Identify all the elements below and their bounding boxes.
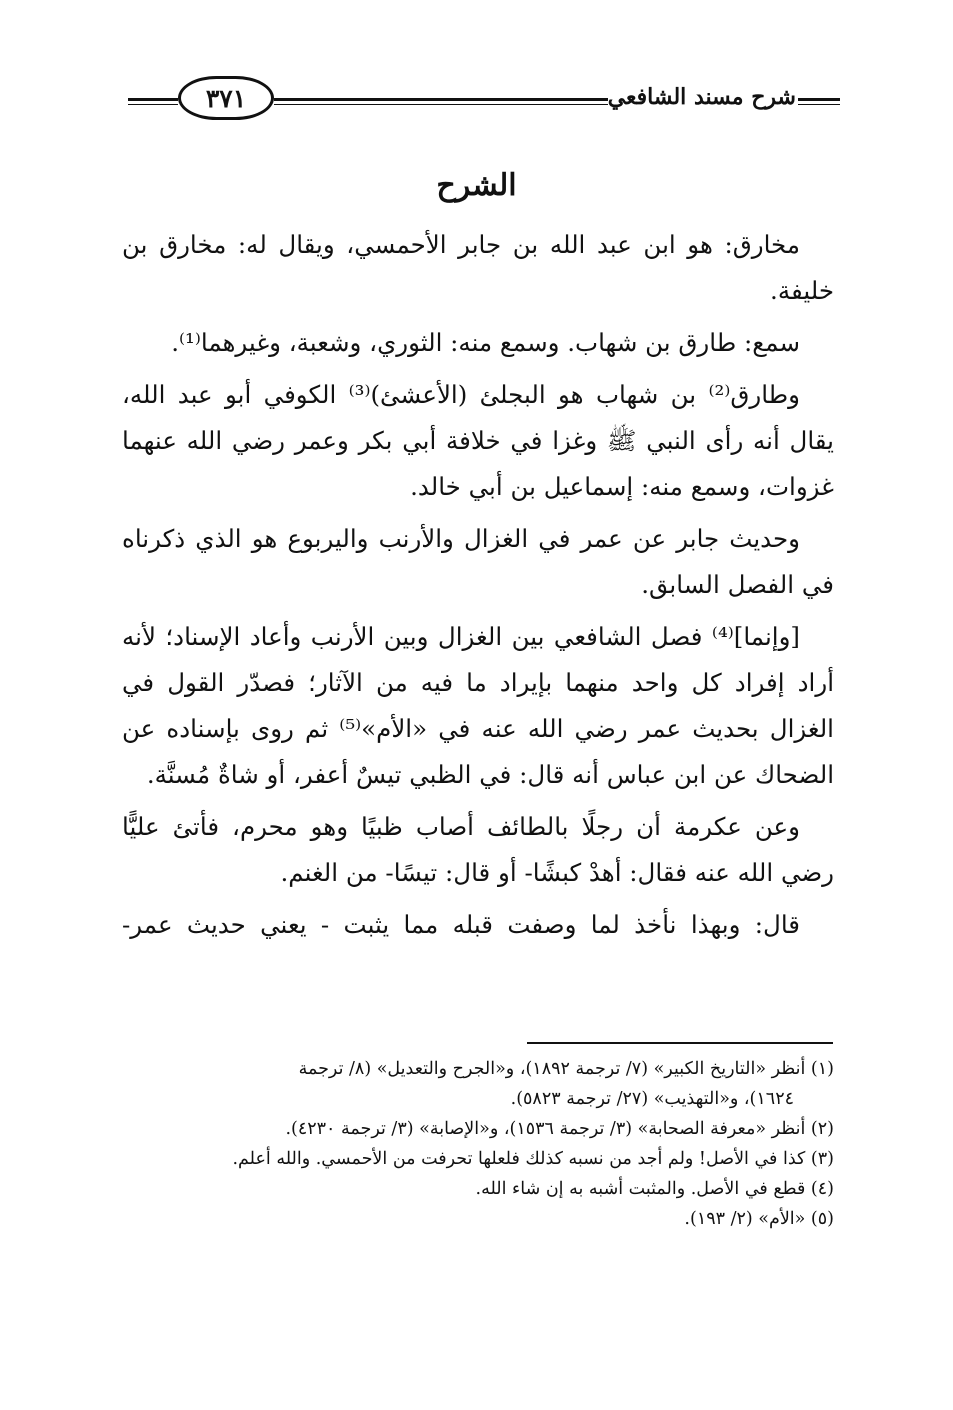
paragraph-heard-from: سمع: طارق بن شهاب. وسمع منه: الثوري، وشعبة، وغيرهما⁽¹⁾. <box>171 328 800 357</box>
footnote-3: (٣) كذا في الأصل! ولم أجد من نسبه كذلك فلعلها تحرفت من الأحمسي. والله أعلم. <box>232 1149 834 1169</box>
footnote-4: (٤) قطع في الأصل. والمثبت أشبه به إن شاء الله. <box>475 1179 834 1199</box>
paragraph-conclusion: قال: وبهذا نأخذ لما وصفت قبله مما يثبت - يعني حديث عمر- <box>122 910 800 939</box>
paragraph-ikrima: وعن عكرمة أن رجلًا بالطائف أصاب ظبيًا وهو محرم، فأتئ عليًّا رضي الله عنه فقال: أهدْ كبشًا- أو قال: تيسًا- من الغنم. <box>122 812 834 887</box>
header-rule-right <box>798 98 840 101</box>
running-title: شرح مسند الشافعي <box>607 84 796 110</box>
footnote-5: (٥) «الأم» (٢/ ١٩٣). <box>684 1209 834 1229</box>
footnote-2: (٢) أنظر «معرفة الصحابة» (٣/ ترجمة ١٥٣٦)، و«الإصابة» (٣/ ترجمة ٤٢٣٠). <box>285 1119 834 1139</box>
header-rule-middle <box>274 98 608 101</box>
footnote-separator <box>527 1042 833 1044</box>
page-number: ٣٧١ <box>205 83 247 113</box>
paragraph-jabir-hadith: وحديث جابر عن عمر في الغزال والأرنب واليربوع هو الذي ذكرناه في الفصل السابق. <box>122 524 834 599</box>
header-rule-left <box>128 98 178 101</box>
page-number-oval <box>178 76 274 120</box>
paragraph-shafii-separation: [وإنما]⁽⁴⁾ فصل الشافعي بين الغزال وبين الأرنب وأعاد الإسناد؛ لأنه أراد إفراد كل واحد منهما بإيراد ما فيه من الآثار؛ فصدّر القول في الغزال بحديث عمر رضي الله عنه في «الأم»⁽⁵⁾ ثم روى بإسناده عن الضحاك عن ابن عباس أنه قال: في الظبي تيسٌ أعفر، أو شاةٌ مُسنَّة. <box>122 622 834 789</box>
body-text <box>122 222 834 954</box>
paragraph-tariq: وطارق⁽²⁾ بن شهاب هو البجلئ (الأعشئ)⁽³⁾ الكوفي أبو عبد الله، يقال أنه رأى النبي ﷺ وغزا في خلافة أبي بكر وعمر رضي الله عنهما غزوات، وسمع منه: إسماعيل بن أبي خالد. <box>122 380 834 501</box>
footnotes <box>122 1054 834 1234</box>
page-header <box>128 70 840 130</box>
footnote-1: (١) أنظر «التاريخ الكبير» (٧/ ترجمة ١٨٩٢)، و«الجرح والتعديل» (٨/ ترجمة <box>298 1059 834 1079</box>
footnote-1-continued: ١٦٢٤)، و«التهذيب» (٢٧/ ترجمة ٥٨٢٣). <box>510 1089 794 1109</box>
paragraph-mukhariq: مخارق: هو ابن عبد الله بن جابر الأحمسي، ويقال له: مخارق بن خليفة. <box>122 230 834 305</box>
section-title: الشرح <box>436 168 517 203</box>
